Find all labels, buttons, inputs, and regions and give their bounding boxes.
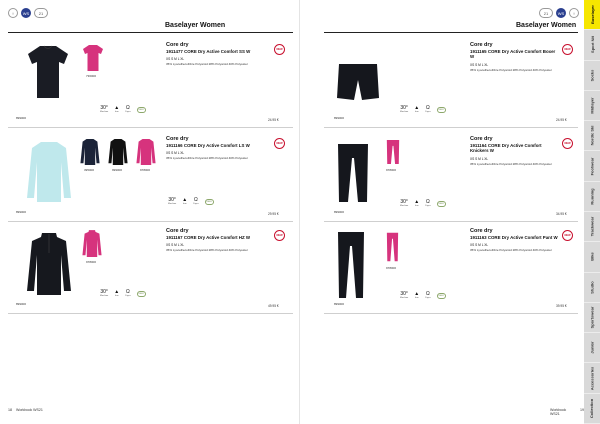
swatch-code: 395000 (84, 168, 95, 172)
product-divider (8, 313, 293, 314)
product-material: 35% Lyocell/ecoFibre Polyamid 28% Polyamid 40% Polyester (470, 67, 552, 72)
top-icons (8, 8, 48, 18)
new-badge: NEW (562, 44, 573, 55)
new-badge: NEW (562, 138, 573, 149)
swatch-code: 978000 (86, 260, 97, 264)
tab-junior[interactable] (584, 333, 600, 363)
product-name: Core dry (166, 228, 189, 234)
product-price: 39.95 € (556, 304, 567, 308)
product-material: 35% Lyocell/ecoFibre Polyamid 28% Polyamid 40% Polyester (166, 156, 248, 160)
swatch-code: 978000 (386, 266, 397, 270)
product-images (324, 222, 484, 314)
tab-label: Accessories (589, 366, 595, 390)
page-title: Baselayer Women (516, 22, 577, 29)
tab-label: Socks (589, 69, 595, 82)
tab-label: Midlayer (589, 97, 595, 114)
gender-icon: ♀ (8, 8, 18, 18)
tab-label: Junior (589, 341, 595, 354)
tab-label: Bike (589, 252, 595, 262)
care-icons (100, 106, 146, 113)
care-icons (168, 198, 214, 205)
season-icon: WS (21, 8, 31, 18)
tab-sport-nit[interactable] (584, 30, 600, 60)
product-images (324, 36, 484, 128)
oeko-cert-icon: OEKO (438, 109, 444, 111)
product-info (470, 42, 560, 72)
product-name: Core dry (470, 136, 493, 142)
tab-label: Nordic Ski (589, 125, 595, 146)
product-price: 49.95 € (268, 304, 279, 308)
tab-label: Sportswear (589, 306, 595, 329)
product-info (166, 228, 266, 252)
product-divider (324, 313, 578, 314)
product-card[interactable] (8, 36, 293, 128)
swatch-code: 978000 (140, 168, 151, 172)
year-icon: 21 (34, 8, 48, 18)
product-ref: 1911477 CORE Dry Active Comfort SS W (166, 48, 251, 54)
main-color-code: 899000 (16, 302, 27, 306)
dryer-icon: Ω Dryer (425, 291, 431, 299)
product-card[interactable] (8, 130, 293, 222)
knickers-black-image (336, 142, 370, 204)
oeko-cert-icon: OEKO (438, 203, 444, 205)
tab-label: Studio (589, 280, 595, 294)
wash-icon: 30° Machine (400, 291, 409, 299)
wash-icon: 30° Machine (168, 197, 177, 205)
product-name: Core dry (166, 136, 189, 142)
product-ref: 1911165 CORE Dry Active Comfort Boxer W (470, 48, 556, 59)
top-icons (539, 8, 579, 18)
care-icons (400, 106, 446, 113)
tab-label: Sport Nit (589, 36, 595, 54)
product-sizes: XS S M L XL (470, 156, 489, 161)
iron-icon: ▲ Iron (114, 105, 120, 113)
product-images (8, 36, 168, 128)
year-icon: 21 (539, 8, 553, 18)
season-icon: WS (556, 8, 566, 18)
knickers-pink-swatch[interactable] (386, 138, 400, 166)
product-material: 35% Lyocell/ecoFibre Polyamid 28% Polyamid 40% Polyester (470, 248, 552, 252)
product-ref: 1911163 CORE Dry Active Comfort Pant W (470, 234, 558, 240)
tab-studio[interactable] (584, 273, 600, 303)
new-badge: NEW (274, 230, 285, 241)
product-price: 24.95 € (268, 118, 279, 122)
page-title: Baselayer Women (165, 22, 226, 29)
product-sizes: XS S M L XL (470, 243, 489, 247)
page-number: 19 (580, 408, 584, 412)
product-card[interactable] (324, 36, 578, 128)
product-divider (324, 127, 578, 128)
wash-icon: 30° Machine (100, 105, 109, 113)
swatch-code: 999000 (112, 168, 123, 172)
product-images (324, 130, 484, 222)
tab-bike[interactable] (584, 242, 600, 272)
product-sizes: XS S M L XL (470, 62, 489, 67)
product-card[interactable] (324, 130, 578, 222)
right-page (300, 0, 584, 424)
product-price: 24.95 € (556, 118, 567, 122)
tab-nordic-ski[interactable] (584, 121, 600, 151)
new-badge: NEW (274, 138, 285, 149)
product-ref: 1911166 CORE Dry Active Comfort LS W (166, 142, 250, 148)
footer-text: Workbook WS21 (550, 408, 567, 416)
dryer-icon: Ω Dryer (193, 197, 199, 205)
tab-label: Baselayer (589, 5, 595, 25)
product-images (8, 222, 168, 314)
main-color-code: 899000 (334, 116, 345, 120)
oeko-cert-icon: OEKO (138, 293, 144, 295)
dryer-icon: Ω Dryer (125, 289, 131, 297)
product-card[interactable] (324, 222, 578, 314)
main-color-code: 899000 (334, 210, 345, 214)
care-icons (100, 290, 146, 297)
longsleeve-lightblue-image (26, 140, 72, 204)
product-material: 35% Lyocell/ecoFibre Polyamid 28% Polyamid 40% Polyester (166, 248, 248, 252)
dryer-icon: Ω Dryer (425, 199, 431, 207)
product-sizes: XS S M L XL (166, 151, 185, 155)
product-sizes: XS S M L XL (166, 57, 185, 61)
halfzip-black-image (26, 232, 72, 298)
dryer-icon: Ω Dryer (125, 105, 131, 113)
product-price: 34.95 € (556, 212, 567, 216)
care-icons (400, 292, 446, 299)
swatch-code: 978000 (386, 168, 397, 172)
boxer-black-image (336, 62, 380, 102)
oeko-cert-icon: OEKO (138, 109, 144, 111)
halfzip-pink-swatch[interactable] (82, 230, 102, 258)
tab-label: Collection (589, 398, 595, 418)
iron-icon: ▲ Iron (414, 291, 420, 299)
footer-text: Workbook WS21 (16, 408, 43, 412)
tab-label: Trackwear (589, 216, 595, 237)
product-ref: 1911164 CORE Dry Active Comfort Knickers W (470, 142, 542, 153)
tab-socks[interactable] (584, 61, 600, 91)
tshirt-pink-swatch[interactable] (82, 44, 104, 72)
main-color-code: 899000 (16, 210, 27, 214)
product-price: 29.95 € (268, 212, 279, 216)
category-tabs (584, 0, 600, 424)
tab-midlayer[interactable] (584, 91, 600, 121)
product-info (470, 228, 560, 252)
product-divider (8, 127, 293, 128)
tab-label: Running (589, 188, 595, 205)
product-name: Core dry (470, 42, 493, 48)
longsleeve-black-swatch[interactable] (108, 138, 128, 166)
page-footer (550, 408, 584, 416)
product-name: Core dry (166, 42, 189, 48)
dryer-icon: Ω Dryer (425, 105, 431, 113)
gender-icon: ♀ (569, 8, 579, 18)
tab-running[interactable] (584, 182, 600, 212)
product-sizes: XS S M L XL (166, 243, 185, 247)
product-info (166, 136, 266, 160)
iron-icon: ▲ Iron (114, 289, 120, 297)
product-material: 35% Lyocell/ecoFibre Polyamid 28% Polyamid 40% Polyester (166, 62, 248, 66)
tab-baselayer[interactable] (584, 0, 600, 30)
product-images (8, 130, 168, 222)
product-info (166, 42, 266, 66)
tab-collection[interactable] (584, 394, 600, 424)
care-icons (400, 200, 446, 207)
tab-footwear[interactable] (584, 151, 600, 181)
product-name: Core dry (470, 228, 493, 234)
longsleeve-pink-swatch[interactable] (136, 138, 156, 166)
tab-accessories[interactable] (584, 363, 600, 393)
tab-trackwear[interactable] (584, 212, 600, 242)
wash-icon: 30° Machine (400, 105, 409, 113)
product-material: 35% Lyocell/ecoFibre Polyamid 28% Polyamid 40% Polyester (470, 161, 552, 166)
title-divider (8, 32, 293, 33)
iron-icon: ▲ Iron (414, 199, 420, 207)
title-divider (324, 32, 578, 33)
page-footer (8, 408, 43, 412)
tshirt-black-image (26, 44, 70, 100)
new-badge: NEW (562, 230, 573, 241)
tab-label: Footwear (589, 157, 595, 175)
swatch-code: 736000 (86, 74, 97, 78)
wash-icon: 30° Machine (100, 289, 109, 297)
product-card[interactable] (8, 222, 293, 314)
main-color-code: 899000 (16, 116, 27, 120)
page-number: 18 (8, 408, 12, 412)
oeko-cert-icon: OEKO (438, 295, 444, 297)
main-color-code: 899000 (334, 302, 345, 306)
iron-icon: ▲ Iron (414, 105, 420, 113)
pant-pink-swatch[interactable] (386, 230, 399, 264)
product-ref: 1911167 CORE Dry Active Comfort HZ W (166, 234, 251, 240)
pant-black-image (336, 230, 366, 300)
new-badge: NEW (274, 44, 285, 55)
oeko-cert-icon: OEKO (206, 201, 212, 203)
iron-icon: ▲ Iron (182, 197, 188, 205)
tab-sportswear[interactable] (584, 303, 600, 333)
longsleeve-navy-swatch[interactable] (80, 138, 100, 166)
wash-icon: 30° Machine (400, 199, 409, 207)
product-info (470, 136, 560, 166)
